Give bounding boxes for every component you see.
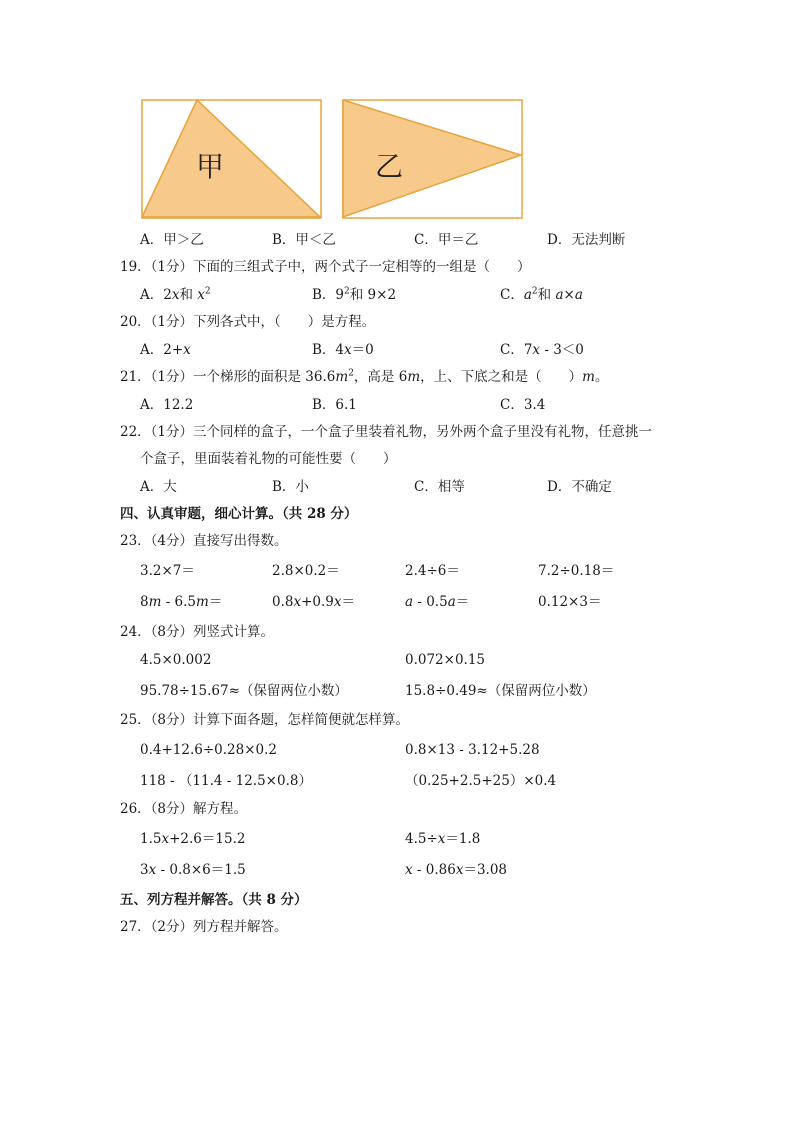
q21-option-c: C．3.4	[500, 397, 546, 413]
q24-stem: 24．（8分）列竖式计算。	[120, 624, 275, 640]
q23-r2c2: 0.8x+0.9x＝	[272, 594, 356, 610]
q20-option-a: A．2+x	[140, 342, 191, 358]
q23-r1c3: 2.4÷6＝	[405, 563, 460, 579]
q23-r2c1: 8m - 6.5m＝	[140, 594, 223, 610]
q25-item-1: 0.4+12.6÷0.28×0.2	[140, 742, 277, 758]
figure-jia	[141, 99, 322, 219]
q26-eq-2: 4.5÷x＝1.8	[405, 831, 481, 847]
q27-stem: 27．（2分）列方程并解答。	[120, 919, 288, 935]
q20-option-c: C．7x - 3＜0	[500, 342, 584, 358]
section-5-heading: 五、列方程并解答。（共 8 分）	[120, 892, 308, 908]
q22-option-c: C．相等	[414, 479, 465, 495]
q24-item-3: 95.78÷15.67≈（保留两位小数）	[140, 683, 348, 699]
q19-option-c: C．$a^2$和 a×a	[500, 286, 583, 303]
q25-stem: 25．（8分）计算下面各题，怎样简便就怎样算。	[120, 712, 410, 728]
q18-option-b: B．甲＜乙	[272, 232, 336, 248]
q22-option-b: B．小	[272, 479, 309, 495]
q23-r1c1: 3.2×7＝	[140, 563, 195, 579]
q22-stem-line1: 22．（1分）三个同样的盒子，一个盒子里装着礼物，另外两个盒子里没有礼物，任意挑一	[120, 424, 653, 440]
q23-stem: 23．（4分）直接写出得数。	[120, 533, 288, 549]
q19-option-a: A．2x和 $x^2$	[140, 286, 211, 303]
section-4-heading: 四、认真审题，细心计算。（共 28 分）	[120, 506, 358, 522]
q19-stem: 19．（1分）下面的三组式子中，两个式子一定相等的一组是（ ）	[120, 259, 531, 275]
q26-eq-4: x - 0.86x＝3.08	[405, 862, 508, 878]
q18-option-c: C．甲＝乙	[414, 232, 479, 248]
q24-item-4: 15.8÷0.49≈（保留两位小数）	[405, 683, 596, 699]
q24-item-1: 4.5×0.002	[140, 652, 212, 668]
figure-yi	[342, 99, 523, 219]
q18-option-a: A．甲＞乙	[140, 232, 204, 248]
q23-r1c4: 7.2÷0.18＝	[538, 563, 615, 579]
figure-yi-label: 乙	[375, 150, 404, 183]
q25-item-2: 0.8×13 - 3.12+5.28	[405, 742, 540, 758]
q21-stem: 21．（1分）一个梯形的面积是 $36.6m^2$，高是 6m，上、下底之和是（ ）m。	[120, 368, 609, 385]
q21-option-b: B．6.1	[312, 397, 357, 413]
q22-option-a: A．大	[140, 479, 177, 495]
q20-stem: 20．（1分）下列各式中，（ ）是方程。	[120, 314, 376, 330]
q19-option-b: B．$9^2$和 9×2	[312, 286, 397, 303]
q23-r2c4: 0.12×3＝	[538, 594, 602, 610]
q20-option-b: B．4x＝0	[312, 342, 374, 358]
q25-item-4: （0.25+2.5+25）×0.4	[405, 773, 557, 789]
figure-jia-label: 甲	[196, 150, 225, 183]
q22-stem-line2: 个盒子，里面装着礼物的可能性要（ ）	[140, 451, 397, 467]
q26-eq-1: 1.5x+2.6＝15.2	[140, 831, 246, 847]
q23-r2c3: a - 0.5a＝	[405, 594, 470, 610]
q21-option-a: A．12.2	[140, 397, 194, 413]
q24-item-2: 0.072×0.15	[405, 652, 486, 668]
q23-r1c2: 2.8×0.2＝	[272, 563, 340, 579]
q26-eq-3: 3x - 0.8×6＝1.5	[140, 862, 246, 878]
q25-item-3: 118 - （11.4 - 12.5×0.8）	[140, 773, 312, 789]
q18-option-d: D．无法判断	[547, 232, 626, 248]
q26-stem: 26．（8分）解方程。	[120, 801, 248, 817]
q22-option-d: D．不确定	[547, 479, 612, 495]
